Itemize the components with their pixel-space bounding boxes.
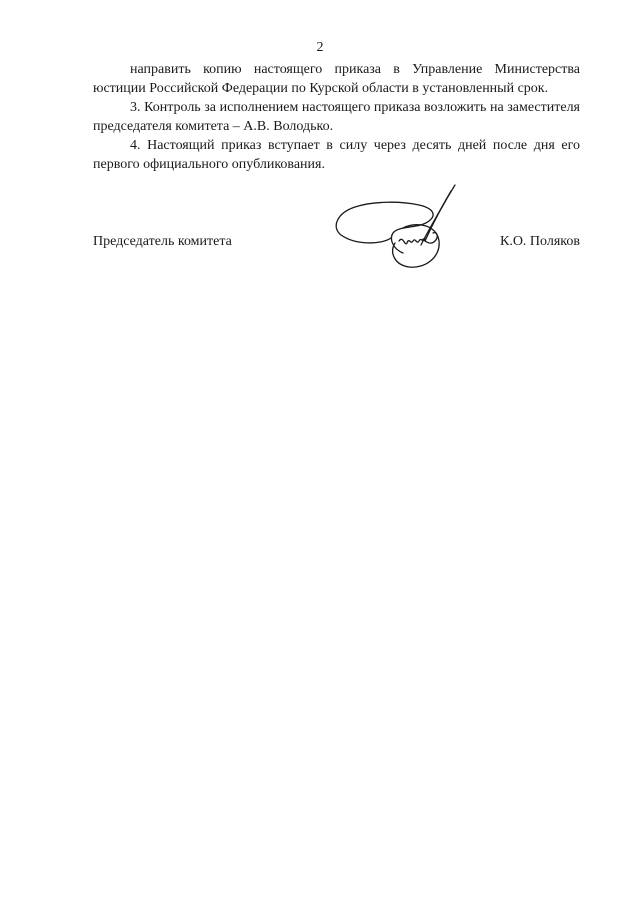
signer-name: К.О. Поляков <box>499 234 580 249</box>
page-number: 2 <box>316 40 324 55</box>
paragraph-control-clause: 3. Контроль за исполнением настоящего приказа возложить на заместителя председателя комитета – А.В. Володько. <box>93 100 580 134</box>
paragraph-effective-date: 4. Настоящий приказ вступает в силу через десять дней после дня его первого официального опубликования. <box>93 138 580 172</box>
handwritten-signature <box>333 183 473 278</box>
document-body <box>93 60 580 174</box>
signature-block <box>93 183 580 278</box>
signer-title: Председатель комитета <box>93 234 232 249</box>
paragraph-copy-to-ministry: направить копию настоящего приказа в Управление Министерства юстиции Российской Федерации по Курской области в установленный срок. <box>93 62 580 96</box>
